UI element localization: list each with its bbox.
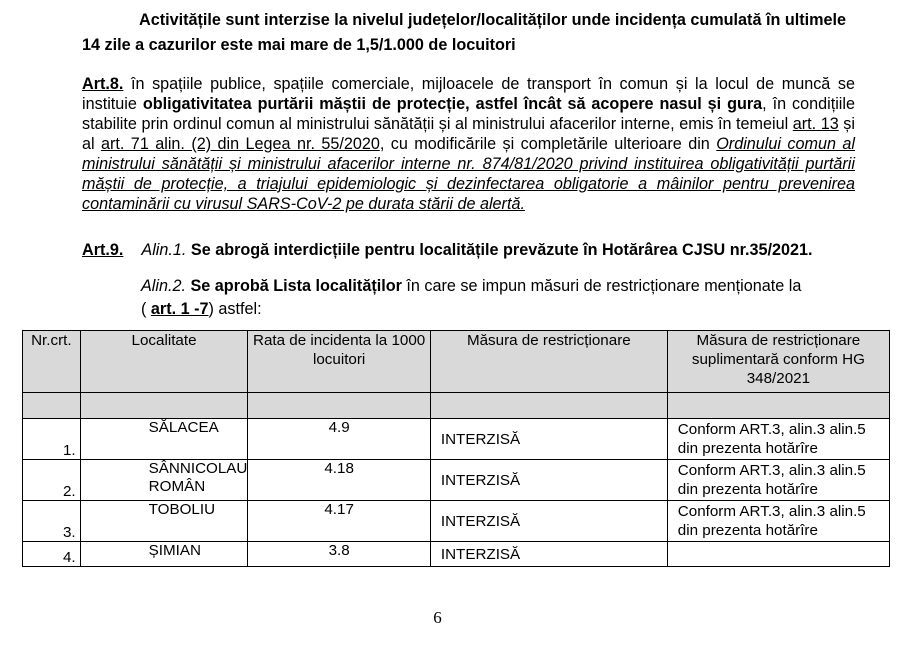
cell-nr: 4. [23, 542, 81, 567]
art9-alin2-cont [141, 299, 262, 320]
art9-close: ) astfel: [208, 300, 262, 318]
table-blank-row [23, 393, 890, 419]
art9-open: ( [141, 300, 151, 318]
intro-paragraph: Activitățile sunt interzise la nivelul județelor/localităților unde incidența cumulată în ultimele 14 zile a cazurilor este mai mare de 1,5/1.000 de locuitori [82, 11, 847, 54]
table-row [23, 460, 890, 501]
art9-alin2-rest: în care se impun măsuri de restricționare menționate la [401, 277, 802, 295]
page-number: 6 [433, 608, 442, 627]
art9-label: Art.9. [82, 241, 124, 259]
art9-ref: art. 1 -7 [150, 300, 209, 318]
art9-alin2 [141, 276, 801, 297]
header-rata: Rata de incidenta la 1000 locuitori [248, 331, 430, 393]
header-localitate: Localitate [80, 331, 248, 393]
header-masura: Măsura de restricționare [430, 331, 667, 393]
art8-ref-law: art. 71 alin. (2) din Legea nr. 55/2020 [101, 135, 380, 153]
table-row [23, 419, 890, 460]
art8-text-3: și al [82, 115, 855, 153]
cell-masura: INTERZISĂ [430, 419, 667, 460]
art8-label: Art.8. [82, 75, 124, 93]
cell-suplimentara: Conform ART.3, alin.3 alin.5 din prezenta hotărîre [667, 501, 889, 542]
cell-rata: 4.18 [248, 460, 430, 501]
cell-nr: 3. [23, 501, 81, 542]
cell-nr: 2. [23, 460, 81, 501]
art9-alin1-text: Se abrogă interdicțiile pentru localitățile prevăzute în Hotărârea CJSU nr.35/2021. [190, 241, 813, 259]
cell-localitate: ȘIMIAN [80, 542, 248, 567]
header-masura-suplimentara: Măsura de restricționare suplimentară conform HG 348/2021 [667, 331, 889, 393]
cell-rata: 4.9 [248, 419, 430, 460]
cell-nr: 1. [23, 419, 81, 460]
cell-localitate: TOBOLIU [80, 501, 248, 542]
cell-suplimentara [667, 542, 889, 567]
cell-localitate: SĂLACEA [80, 419, 248, 460]
art8-order-ref: Ordinului comun al ministrului sănătății și ministrului afacerilor interne nr. 874/81/2020 privind instituirea obligativității purtării măștii de protecție, a triajului epidemiologic și dezinfectarea obligatorie a mâinilor pentru prevenirea contaminării cu virusul SARS-CoV-2 pe durata stării de alertă. [82, 135, 855, 213]
art8-text-1: în spațiile publice, spațiile comerciale, mijloacele de transport în comun și la locul de muncă se instituie [82, 75, 855, 113]
header-nr: Nr.crt. [23, 331, 81, 393]
cell-rata: 4.17 [248, 501, 430, 542]
art8-ref-art13: art. 13 [792, 115, 839, 133]
cell-masura: INTERZISĂ [430, 501, 667, 542]
cell-masura: INTERZISĂ [430, 542, 667, 567]
art8-bold: obligativitatea purtării măștii de protecție, astfel încât să acopere nasul și gura [142, 95, 763, 113]
art8-text-4: , cu modificările și completările ulterioare din [379, 135, 717, 153]
table-header-row [23, 331, 890, 393]
art9-alin2-bold: Se aprobă Lista localităților [190, 277, 402, 295]
art9-alin2-label: Alin.2. [141, 277, 186, 295]
cell-masura: INTERZISĂ [430, 460, 667, 501]
art9-alin1 [82, 240, 813, 261]
article-8 [82, 74, 855, 214]
cell-suplimentara: Conform ART.3, alin.3 alin.5 din prezenta hotărîre [667, 460, 889, 501]
art8-text-2: , în condițiile stabilite prin ordinul comun al ministrului sănătății și al ministrului afacerilor interne, emis în temeiul [82, 95, 855, 133]
art9-alin1-label: Alin.1. [141, 241, 187, 259]
localities-table [22, 330, 890, 567]
table-row [23, 501, 890, 542]
table-row [23, 542, 890, 567]
cell-rata: 3.8 [248, 542, 430, 567]
cell-suplimentara: Conform ART.3, alin.3 alin.5 din prezenta hotărîre [667, 419, 889, 460]
cell-localitate: SÂNNICOLAU ROMÂN [80, 460, 248, 501]
